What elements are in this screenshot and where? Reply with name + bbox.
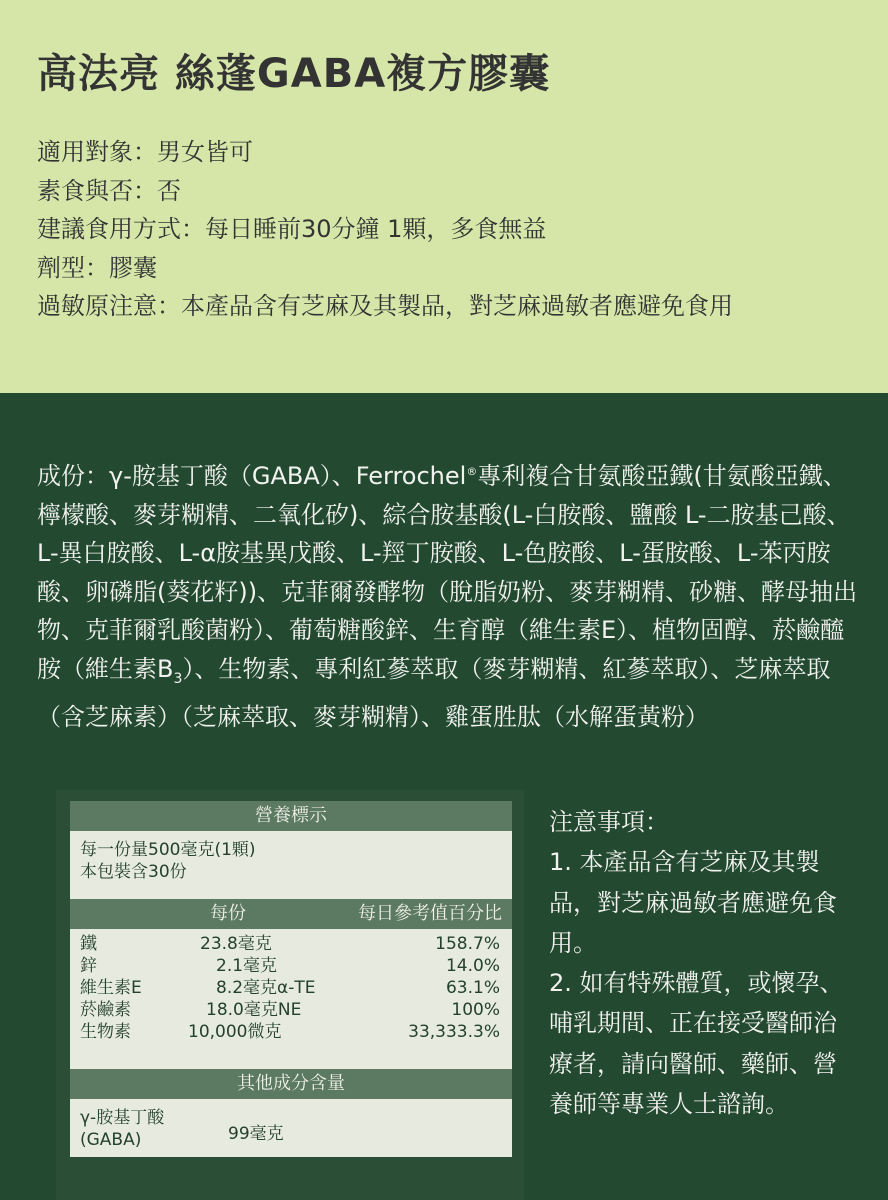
info-target-users: 適用對象：男女皆可 <box>37 138 253 166</box>
product-info-section <box>0 0 888 393</box>
col-daily-value: 每日參考值百分比 <box>358 903 502 924</box>
info-usage: 建議食用方式：每日睡前30分鐘 1顆，多食無益 <box>37 215 547 243</box>
info-allergen: 過敏原注意：本產品含有芝麻及其製品，對芝麻過敏者應避免食用 <box>37 292 733 320</box>
nutrition-facts-table <box>70 801 512 1157</box>
serving-info <box>80 839 256 883</box>
precautions-title: 注意事項： <box>549 808 669 836</box>
nutrition-header: 營養標示 <box>70 801 512 831</box>
subscript-3: 3 <box>173 670 183 687</box>
column-header <box>70 899 512 929</box>
gaba-name: γ-胺基丁酸 (GABA) <box>80 1108 165 1150</box>
precaution-item-2: 2. 如有特殊體質，或懷孕、哺乳期間、正在接受醫師治療者，請向醫師、藥師、營養師等專業人士諮詢。 <box>549 969 844 1119</box>
ingredients-text: 成份：γ-胺基丁酸（GABA）、Ferrochel®專利複合甘氨酸亞鐵(甘氨酸亞鐵、檸檬酸、麥芽糊精、二氧化矽)、綜合胺基酸(L-白胺酸、鹽酸 L-二胺基己酸、L-異白胺酸、L-α胺基異戊酸、L-羥丁胺酸、L-色胺酸、L-蛋胺酸、L-苯丙胺酸、卵磷脂(葵花籽))、克菲爾發酵物（脫脂奶粉、麥芽糊精、砂糖、酵母抽出物、克菲爾乳酸菌粉）、葡萄糖酸鋅、生育醇（維生素E）、植物固醇、菸鹼醯胺（維生素$B_3$）、生物素、專利紅蔘萃取（麥芽糊精、紅蔘萃取）、芝麻萃取（含芝麻素）（芝麻萃取、麥芽糊精）、雞蛋胜肽（水解蛋黃粉） <box>37 462 858 732</box>
precaution-item-1: 1. 本產品含有芝麻及其製品，對芝麻過敏者應避免食用。 <box>549 848 837 957</box>
table-row: 鐵 23.8毫克 158.7% <box>80 934 500 954</box>
servings-per-pack: 本包裝含30份 <box>80 862 187 882</box>
other-ingredients-header: 其他成分含量 <box>70 1069 512 1099</box>
precautions <box>549 802 849 1124</box>
registered-mark: ® <box>466 465 478 478</box>
table-row: 菸鹼素 18.0毫克NE 100% <box>80 1000 500 1020</box>
nutrient-rows <box>70 933 512 1043</box>
product-info-list <box>37 133 733 326</box>
serving-size: 每一份量500毫克(1顆) <box>80 840 256 860</box>
col-per-serving: 每份 <box>210 903 246 924</box>
info-dosage-form: 劑型：膠囊 <box>37 253 157 282</box>
table-row: 生物素 10,000微克 33,333.3% <box>80 1022 500 1042</box>
info-vegetarian: 素食與否：否 <box>37 176 181 205</box>
table-row: 鋅 2.1毫克 14.0% <box>80 956 500 976</box>
gaba-amount: 99毫克 <box>228 1124 284 1144</box>
table-row: 維生素E 8.2毫克α-TE 63.1% <box>80 978 500 998</box>
product-title: 高法亮 絲蓬GABA複方膠囊 <box>37 51 551 97</box>
